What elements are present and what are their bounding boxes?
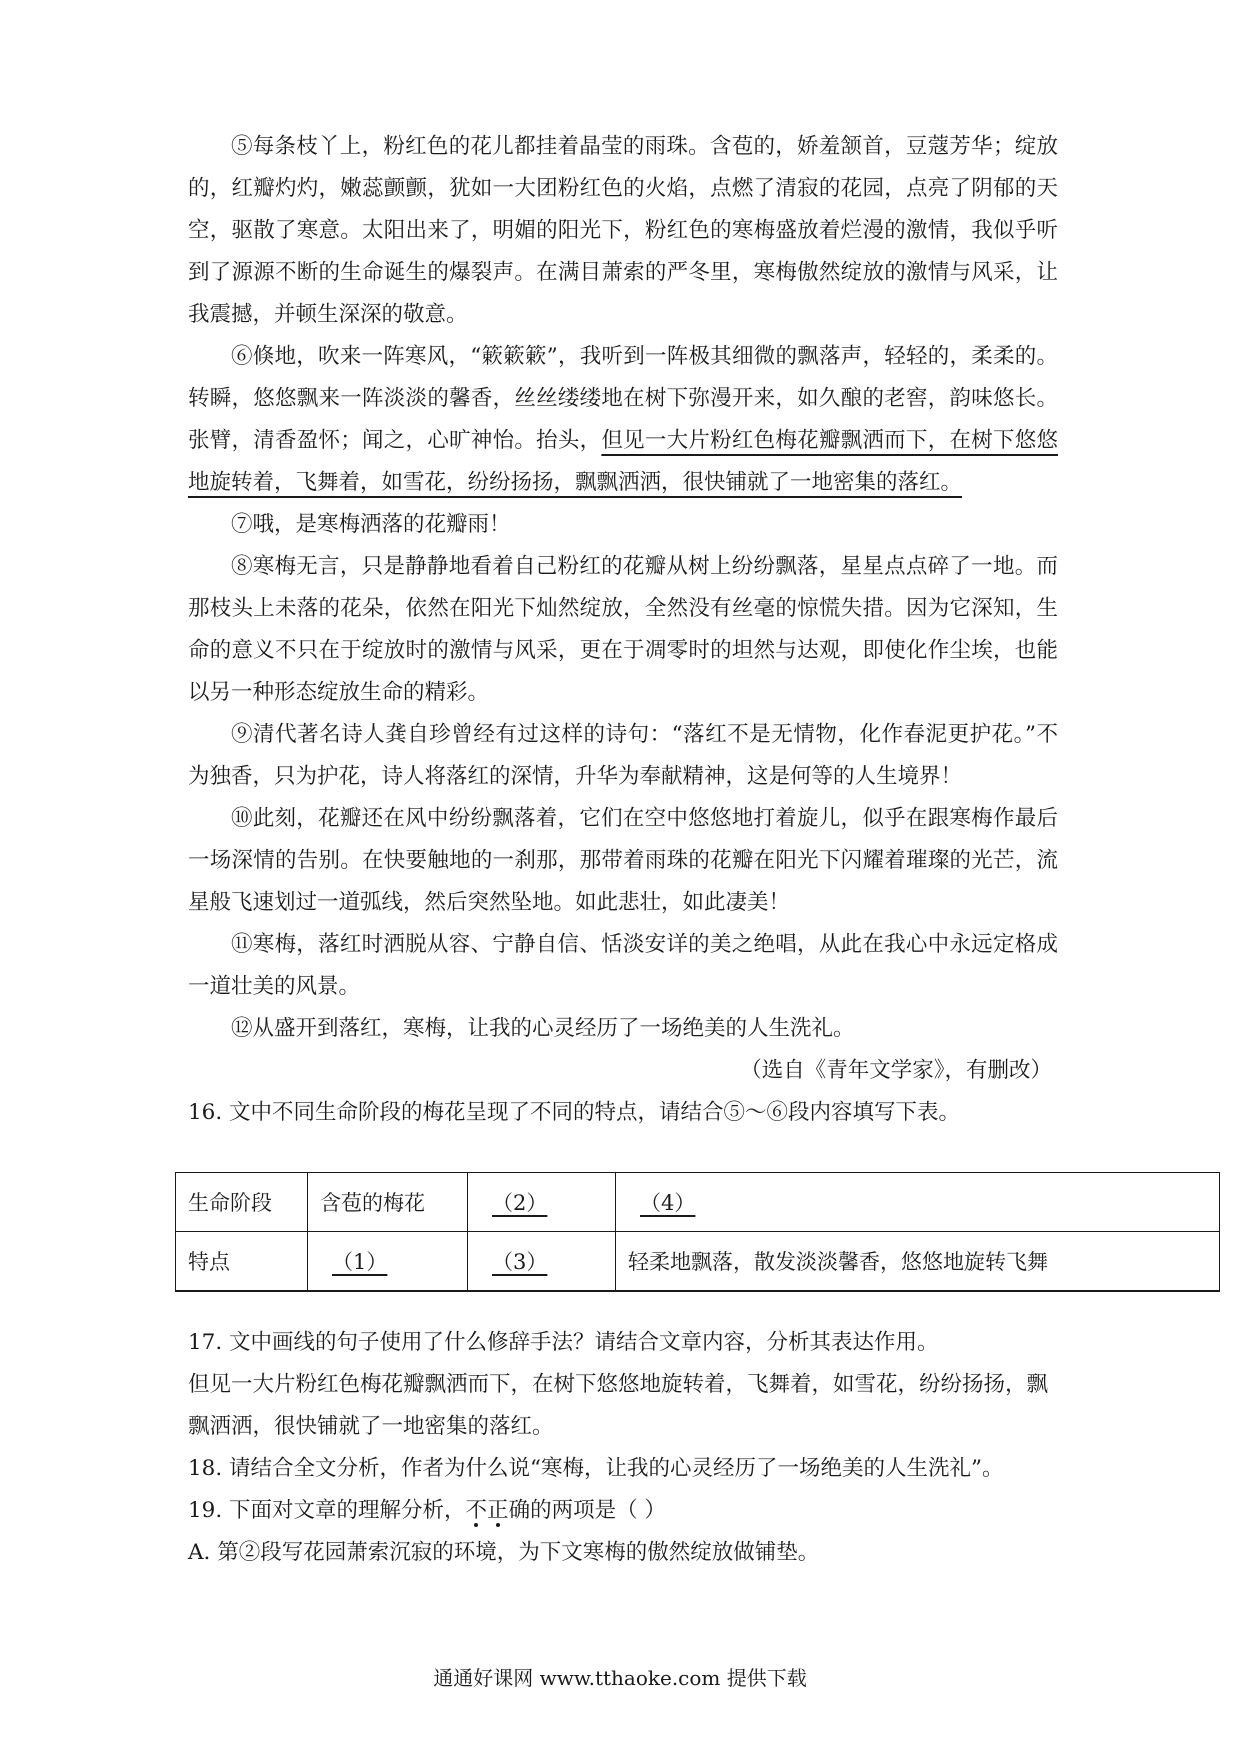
- emphasis-dot: 正: [487, 1498, 509, 1523]
- footer: 通通好课网 www.tthaoke.com 提供下载: [433, 1666, 807, 1690]
- passage: [188, 126, 1058, 1134]
- blank-1: （1）: [332, 1250, 388, 1274]
- question-16: 16. 文中不同生命阶段的梅花呈现了不同的特点，请结合⑤～⑥段内容填写下表。: [188, 1100, 961, 1125]
- option-a: A. 第②段写花园萧索沉寂的环境，为下文寒梅的傲然绽放做铺垫。: [188, 1540, 820, 1565]
- emphasis-dot: 不: [465, 1498, 488, 1523]
- blank-3: （3）: [492, 1250, 548, 1274]
- paragraph-10: ⑩此刻，花瓣还在风中纷纷飘落着，它们在空中悠悠地打着旋儿，似乎在跟寒梅作最后一场深情的告别。在快要触地的一刹那，那带着雨珠的花瓣在阳光下闪耀着璀璨的光芒，流星般飞速划过一道弧线，然后突然坠地。如此悲壮，如此凄美！: [188, 806, 1058, 915]
- paragraph-9: ⑨清代著名诗人龚自珍曾经有过这样的诗句：“落红不是无情物，化作春泥更护花。”不为独香，只为护花，诗人将落红的深情，升华为奉献精神，这是何等的人生境界！: [188, 722, 1058, 789]
- table-cell: 含苞的梅花: [308, 1173, 468, 1232]
- paragraph-6-text: ⑥倏地，吹来一阵寒风，“簌簌簌”，我听到一阵极其细微的飘落声，轻轻的，柔柔的。转瞬，悠悠飘来一阵淡淡的馨香，丝丝缕缕地在树下弥漫开来，如久酿的老窖，韵味悠长。张臂，清香盈怀；闻之，心旷神怡。抬头，: [188, 344, 1058, 453]
- paragraph-11: ⑪寒梅，落红时洒脱从容、宁静自信、恬淡安详的美之绝唱，从此在我心中永远定格成一道壮美的风景。: [188, 932, 1058, 999]
- paragraph-6: [188, 336, 1058, 504]
- table-row: [176, 1173, 1220, 1232]
- table-cell: [468, 1232, 616, 1292]
- table-cell: [468, 1173, 616, 1232]
- table-cell: 轻柔地飘落，散发淡淡馨香，悠悠地旋转飞舞: [616, 1232, 1220, 1292]
- table-cell: 特点: [176, 1232, 308, 1292]
- question-19-text-end: 确的两项是（ ）: [508, 1498, 666, 1523]
- table-row: [176, 1232, 1220, 1292]
- table-cell: 生命阶段: [176, 1173, 308, 1232]
- underlined-sentence: 但见一大片粉红色梅花瓣飘洒而下，在树下悠悠地旋转着，飞舞着，如雪花，纷纷扬扬，飘飘洒洒，很快铺就了一地密集的落红。: [188, 428, 1058, 495]
- question-19-text: 19. 下面对文章的理解分析，: [188, 1498, 466, 1523]
- blank-2: （2）: [492, 1191, 548, 1215]
- source-citation: （选自《青年文学家》，有删改）: [740, 1058, 1052, 1083]
- table-cell: [308, 1232, 468, 1292]
- question-17: 17. 文中画线的句子使用了什么修辞手法？请结合文章内容，分析其表达作用。: [188, 1330, 939, 1355]
- answer-table: [175, 1172, 1220, 1292]
- table-cell: [616, 1173, 1220, 1232]
- question-19: [188, 1490, 1058, 1532]
- paragraph-7: ⑦哦，是寒梅洒落的花瓣雨！: [231, 512, 511, 537]
- question-18: 18. 请结合全文分析，作者为什么说“寒梅，让我的心灵经历了一场绝美的人生洗礼”。: [188, 1456, 1004, 1481]
- question-17-quote: 但见一大片粉红色梅花瓣飘洒而下，在树下悠悠地旋转着，飞舞着，如雪花，纷纷扬扬，飘飘洒洒，很快铺就了一地密集的落红。: [188, 1372, 1049, 1439]
- paragraph-12: ⑫从盛开到落红，寒梅，让我的心灵经历了一场绝美的人生洗礼。: [231, 1016, 855, 1041]
- paragraph-8: ⑧寒梅无言，只是静静地看着自己粉红的花瓣从树上纷纷飘落，星星点点碎了一地。而那枝头上未落的花朵，依然在阳光下灿然绽放，全然没有丝毫的惊慌失措。因为它深知，生命的意义不只在于绽放时的激情与风采，更在于凋零时的坦然与达观，即使化作尘埃，也能以另一种形态绽放生命的精彩。: [188, 554, 1058, 705]
- blank-4: （4）: [640, 1191, 696, 1215]
- paragraph-5: ⑤每条枝丫上，粉红色的花儿都挂着晶莹的雨珠。含苞的，娇羞颔首，豆蔻芳华；绽放的，红瓣灼灼，嫩蕊颤颤，犹如一大团粉红色的火焰，点燃了清寂的花园，点亮了阴郁的天空，驱散了寒意。太阳出来了，明媚的阳光下，粉红色的寒梅盛放着烂漫的激情，我似乎听到了源源不断的生命诞生的爆裂声。在满目萧索的严冬里，寒梅傲然绽放的激情与风采，让我震撼，并顿生深深的敬意。: [188, 134, 1058, 327]
- questions-block: [188, 1322, 1058, 1574]
